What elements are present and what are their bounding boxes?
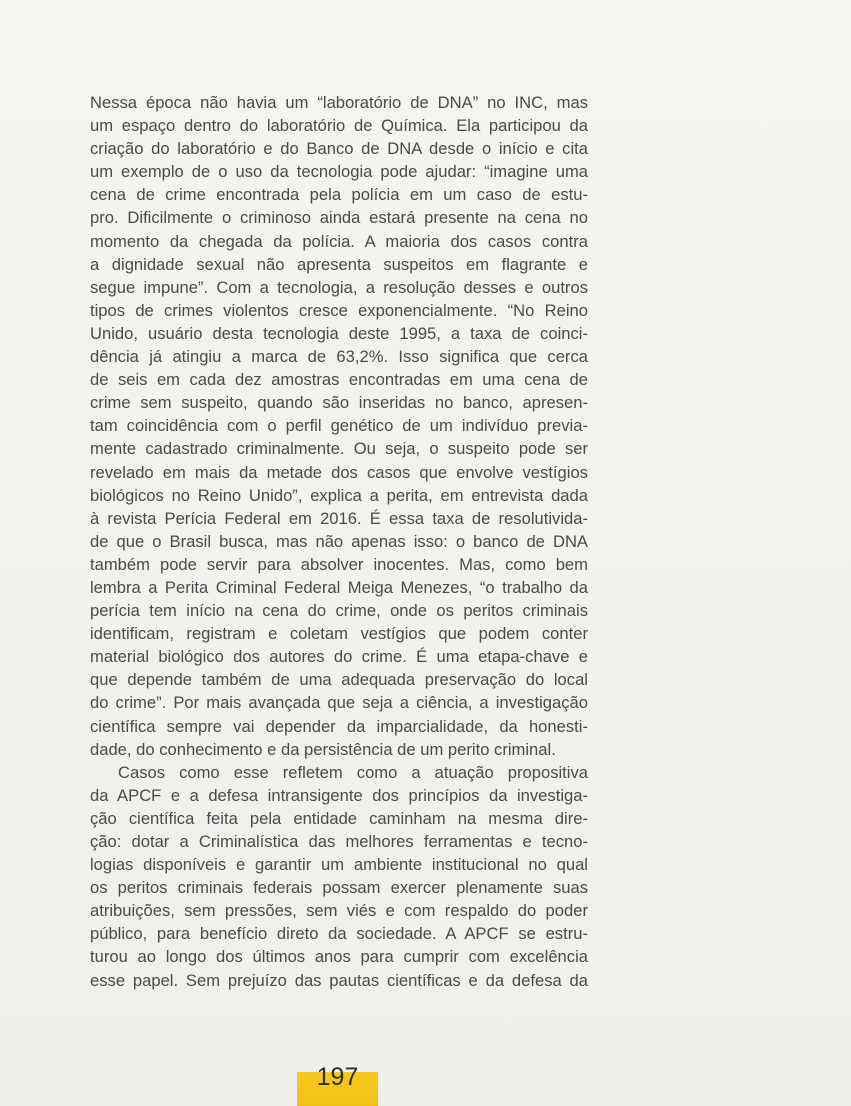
text-line: Unido, usuário desta tecnologia deste 1995, a taxa de coinci- bbox=[90, 323, 588, 343]
text-line: mente cadastrado criminalmente. Ou seja, o suspeito pode ser bbox=[90, 439, 588, 459]
text-line: atribuições, sem pressões, sem viés e com respaldo do poder bbox=[90, 901, 588, 921]
text-line: a dignidade sexual não apresenta suspeitos em flagrante e bbox=[90, 254, 588, 274]
page-number: 197 bbox=[316, 1063, 359, 1091]
text-line: tam coincidência com o perfil genético de um indivíduo previa- bbox=[90, 416, 588, 436]
text-line: segue impune”. Com a tecnologia, a resolução desses e outros bbox=[90, 277, 588, 297]
text-line: de seis em cada dez amostras encontradas em uma cena de bbox=[90, 370, 588, 390]
text-line: que depende também de uma adequada preservação do local bbox=[90, 670, 588, 690]
text-line: ção científica feita pela entidade caminham na mesma dire- bbox=[90, 808, 588, 828]
text-line: os peritos criminais federais possam exercer plenamente suas bbox=[90, 878, 588, 898]
body-text-column bbox=[90, 91, 588, 992]
text-line: dade, do conhecimento e da persistência de um perito criminal. bbox=[90, 739, 556, 759]
text-line: material biológico dos autores do crime. É uma etapa-chave e bbox=[90, 647, 588, 667]
text-line: lembra a Perita Criminal Federal Meiga Menezes, “o trabalho da bbox=[90, 577, 588, 597]
text-line: Nessa época não havia um “laboratório de DNA” no INC, mas bbox=[90, 93, 588, 112]
text-line: biológicos no Reino Unido”, explica a perita, em entrevista dada bbox=[90, 485, 588, 505]
text-line: crime sem suspeito, quando são inseridas no banco, apresen- bbox=[90, 393, 588, 413]
text-line: Casos como esse refletem como a atuação propositiva bbox=[118, 762, 588, 782]
text-line: pro. Dificilmente o criminoso ainda estará presente na cena no bbox=[90, 208, 588, 228]
text-line: público, para benefício direto da sociedade. A APCF se estru- bbox=[90, 924, 588, 944]
text-line: do crime”. Por mais avançada que seja a ciência, a investigação bbox=[90, 693, 588, 713]
text-line: criação do laboratório e do Banco de DNA desde o início e cita bbox=[90, 139, 588, 159]
text-line: revelado em mais da metade dos casos que envolve vestígios bbox=[90, 462, 588, 482]
text-line: momento da chegada da polícia. A maioria dos casos contra bbox=[90, 231, 588, 251]
text-line: um exemplo de o uso da tecnologia pode ajudar: “imagine uma bbox=[90, 162, 588, 182]
text-line: à revista Perícia Federal em 2016. É essa taxa de resolutivida- bbox=[90, 508, 588, 528]
text-line: ção: dotar a Criminalística das melhores ferramentas e tecno- bbox=[90, 832, 588, 851]
text-line: um espaço dentro do laboratório de Química. Ela participou da bbox=[90, 116, 588, 136]
text-line: identificam, registram e coletam vestígios que podem conter bbox=[90, 624, 588, 644]
text-line: tipos de crimes violentos cresce exponencialmente. “No Reino bbox=[90, 300, 588, 320]
text-line: esse papel. Sem prejuízo das pautas científicas e da defesa da bbox=[90, 970, 588, 990]
paragraph-1 bbox=[90, 91, 588, 761]
paragraph-2 bbox=[90, 761, 588, 992]
text-line: cena de crime encontrada pela polícia em um caso de estu- bbox=[90, 185, 588, 205]
text-line: da APCF e a defesa intransigente dos princípios da investiga- bbox=[90, 785, 588, 805]
text-line: turou ao longo dos últimos anos para cumprir com excelência bbox=[90, 947, 588, 967]
text-line: científica sempre vai depender da imparcialidade, da honesti- bbox=[90, 716, 588, 736]
text-line: também pode servir para absolver inocentes. Mas, como bem bbox=[90, 554, 588, 574]
text-line: de que o Brasil busca, mas não apenas isso: o banco de DNA bbox=[90, 531, 588, 551]
text-line: logias disponíveis e garantir um ambiente institucional no qual bbox=[90, 855, 588, 875]
text-line: perícia tem início na cena do crime, onde os peritos criminais bbox=[90, 601, 588, 621]
text-line: dência já atingiu a marca de 63,2%. Isso significa que cerca bbox=[90, 347, 588, 367]
